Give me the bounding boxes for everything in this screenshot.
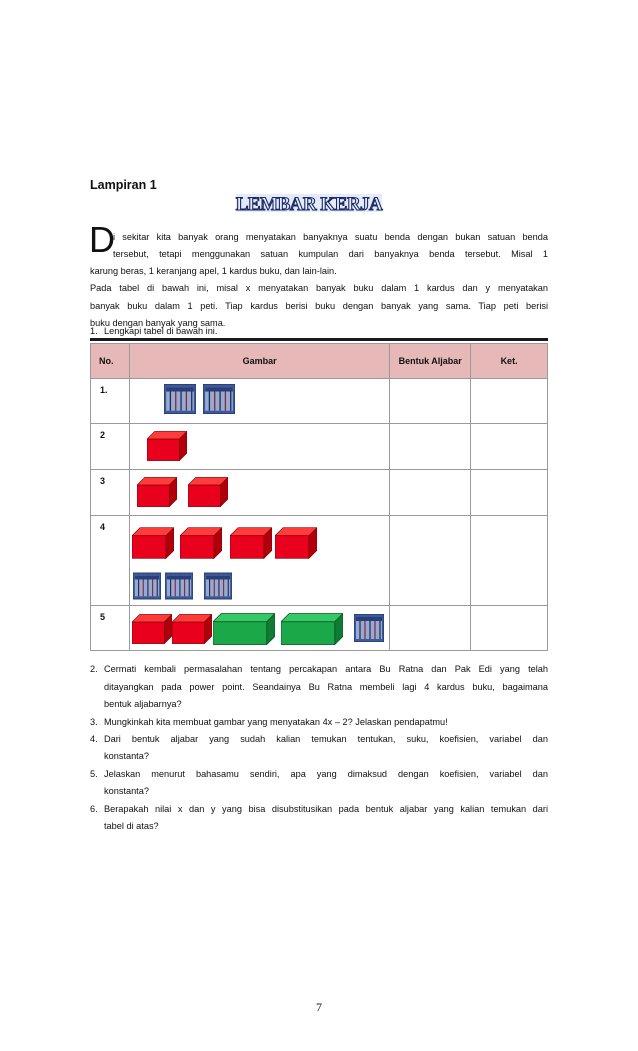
table-header-row bbox=[91, 344, 548, 379]
peti-icon bbox=[204, 572, 232, 600]
banner-text: LEMBAR KERJA bbox=[235, 194, 383, 215]
row-number: 2 bbox=[100, 430, 106, 440]
green-box-icon bbox=[213, 613, 275, 645]
table-row bbox=[91, 379, 548, 424]
red-box-icon bbox=[147, 430, 187, 462]
bentuk-aljabar-cell[interactable] bbox=[390, 606, 471, 651]
intro-line-3: karung beras, 1 keranjang apel, 1 kardus buku, dan lain-lain. bbox=[90, 266, 337, 276]
bentuk-aljabar-cell[interactable] bbox=[390, 379, 471, 424]
header-ket: Ket. bbox=[471, 344, 548, 379]
peti-icon bbox=[133, 572, 161, 600]
red-box-icon bbox=[137, 475, 177, 509]
ket-cell[interactable] bbox=[471, 470, 548, 516]
lampiran-title: Lampiran 1 bbox=[90, 178, 157, 192]
intro-line-2: tersebut, tetapi menggunakan satuan kumpulan dari banyaknya benda tersebut. Misal 1 bbox=[113, 249, 548, 259]
worksheet-table bbox=[90, 343, 548, 651]
bentuk-aljabar-cell[interactable] bbox=[390, 424, 471, 470]
bentuk-aljabar-cell[interactable] bbox=[390, 470, 471, 516]
table-row bbox=[91, 516, 548, 606]
dropcap-letter: D bbox=[89, 219, 115, 260]
row-number: 4 bbox=[100, 522, 106, 532]
intro-line-4: Pada tabel di bawah ini, misal x menyatakan banyak buku dalam 1 kardus dan y menyatakan bbox=[90, 283, 548, 293]
ket-cell[interactable] bbox=[471, 516, 548, 606]
header-bentuk-aljabar: Bentuk Aljabar bbox=[390, 344, 471, 379]
red-box-icon bbox=[132, 612, 172, 646]
ket-cell[interactable] bbox=[471, 606, 548, 651]
peti-icon bbox=[354, 614, 384, 642]
red-box-icon bbox=[230, 526, 272, 560]
row-number: 5 bbox=[100, 612, 106, 622]
red-box-icon bbox=[172, 612, 212, 646]
peti-icon bbox=[203, 384, 235, 414]
intro-line-1: i sekitar kita banyak orang menyatakan banyaknya suatu benda dengan bukan satuan benda bbox=[113, 232, 548, 242]
row-number: 3 bbox=[100, 476, 106, 486]
ket-cell[interactable] bbox=[471, 379, 548, 424]
red-box-icon bbox=[275, 526, 317, 560]
ket-cell[interactable] bbox=[471, 424, 548, 470]
table-row bbox=[91, 424, 548, 470]
peti-icon bbox=[164, 384, 196, 414]
lembar-kerja-banner bbox=[234, 191, 384, 220]
row-number: 1. bbox=[100, 385, 108, 395]
table-top-rule bbox=[90, 338, 548, 341]
red-box-icon bbox=[180, 526, 222, 560]
header-no: No. bbox=[91, 344, 130, 379]
header-gambar: Gambar bbox=[129, 344, 389, 379]
intro-line-6: buku dengan banyak yang sama. bbox=[90, 318, 226, 328]
peti-icon bbox=[165, 572, 193, 600]
bentuk-aljabar-cell[interactable] bbox=[390, 516, 471, 606]
page-number: 7 bbox=[316, 1000, 322, 1014]
table-row bbox=[91, 470, 548, 516]
red-box-icon bbox=[188, 475, 228, 509]
green-box-icon bbox=[281, 613, 343, 645]
intro-line-5: banyak buku dalam 1 peti. Tiap kardus berisi buku dengan banyak yang sama. Tiap peti berisi bbox=[90, 301, 548, 311]
table-row bbox=[91, 606, 548, 651]
red-box-icon bbox=[132, 526, 174, 560]
